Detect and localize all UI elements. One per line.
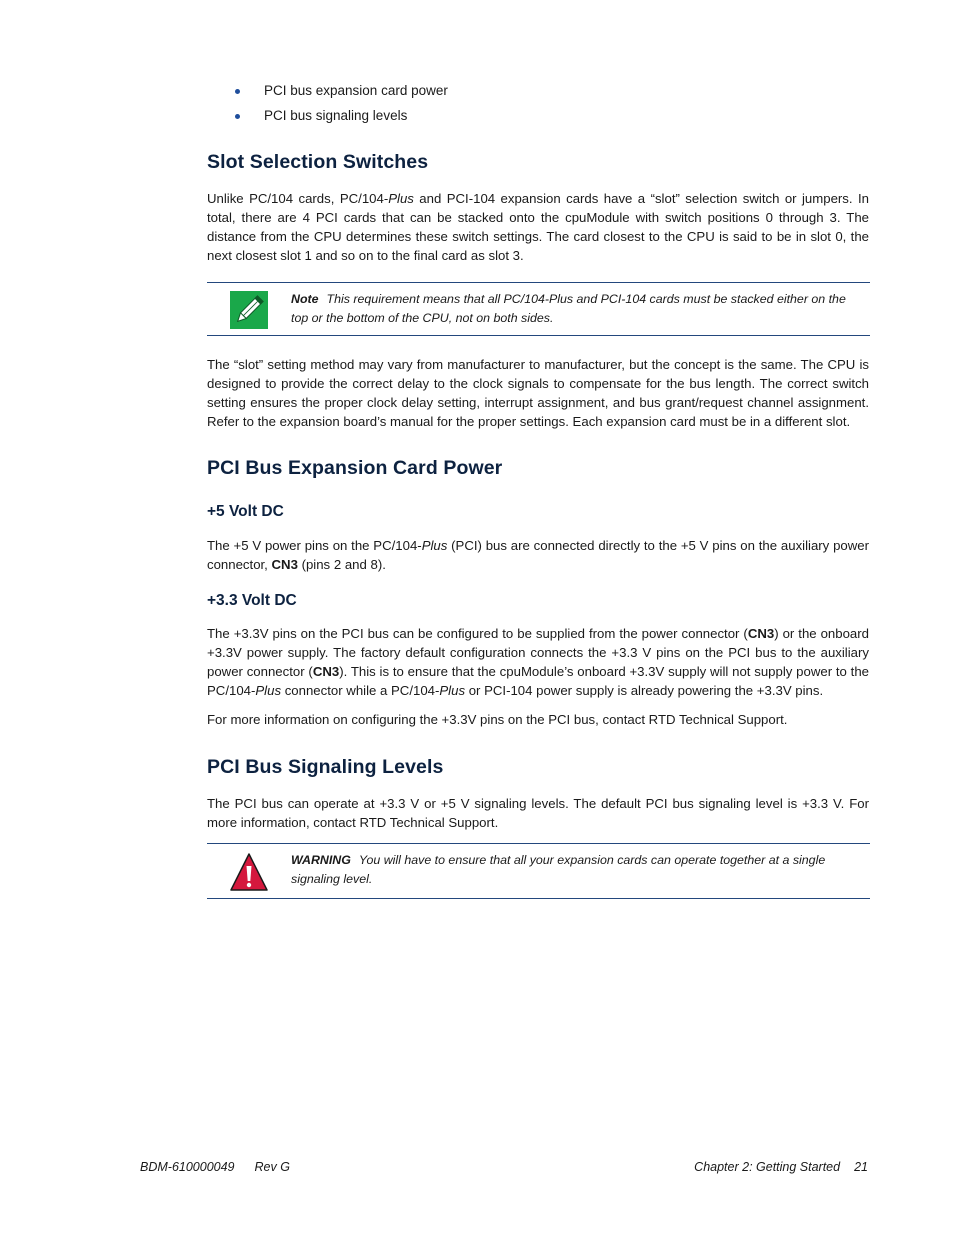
five-volt-paragraph: The +5 V power pins on the PC/104-Plus (PCI) bus are connected directly to the +5 V pins on the auxiliary power connector, CN3 (pins 2 and 8).	[207, 538, 869, 572]
slot-setting-paragraph: The “slot” setting method may vary from manufacturer to manufacturer, but the concept is the same. The CPU is designed to provide the correct delay to the clock signals to compensate for the bus length. The correct switch setting ensures the proper clock delay setting, interrupt assignment, and bus grant/request channel assignment. Refer to the expansion board’s manual for the proper settings. Each expansion card must be in a different slot.	[207, 357, 869, 429]
warning-text: WARNING You will have to ensure that all your expansion cards can operate together at a single signaling level.	[291, 853, 826, 886]
slot-selection-paragraph: Unlike PC/104 cards, PC/104-Plus and PCI-104 expansion cards have a “slot” selection switch or jumpers. In total, there are 4 PCI cards that can be stacked onto the cpuModule with switch positions 0 through 3. The distance from the CPU determines these switch settings. The card closest to the CPU is said to be in slot 0, the next closest slot 1 and so on to the final card as slot 3.	[207, 191, 869, 263]
footer-page-number: 21	[854, 1160, 868, 1174]
note-callout	[207, 282, 870, 336]
pencil-note-icon	[230, 291, 268, 329]
more-info-paragraph: For more information on configuring the +3.3V pins on the PCI bus, contact RTD Technical Support.	[207, 712, 788, 727]
footer-right	[694, 1160, 868, 1174]
subheading-five-volt: +5 Volt DC	[207, 503, 284, 520]
footer-revision: Rev G	[254, 1160, 290, 1174]
bullet-item: PCI bus signaling levels	[232, 103, 448, 128]
three-volt-paragraph: The +3.3V pins on the PCI bus can be configured to be supplied from the power connector (CN3) or the onboard +3.3V power supply. The factory default configuration connects the +3.3 V pins on the PCI bus to the auxiliary power connector (CN3). This is to ensure that the cpuModule’s onboard +3.3V supply will not supply power to the PC/104-Plus connector while a PC/104-Plus or PCI-104 power supply is already powering the +3.3V pins.	[207, 626, 870, 698]
section-heading-signaling: PCI Bus Signaling Levels	[207, 756, 444, 778]
section-heading-slot-selection: Slot Selection Switches	[207, 151, 429, 173]
note-label: Note	[291, 292, 319, 306]
exclamation-triangle-icon	[230, 852, 268, 892]
note-text: Note This requirement means that all PC/104-Plus and PCI-104 cards must be stacked either on the top or the bottom of the CPU, not on both sides.	[291, 292, 846, 325]
bullet-item: PCI bus expansion card power	[232, 78, 448, 103]
warning-label: WARNING	[291, 853, 351, 867]
footer-left	[140, 1160, 290, 1174]
signaling-paragraph: The PCI bus can operate at +3.3 V or +5 V signaling levels. The default PCI bus signaling level is +3.3 V. For more information, contact RTD Technical Support.	[207, 796, 869, 830]
subheading-three-volt: +3.3 Volt DC	[207, 592, 297, 609]
footer-chapter: Chapter 2: Getting Started	[694, 1160, 841, 1174]
footer-doc-id: BDM-610000049	[140, 1160, 235, 1174]
section-heading-power: PCI Bus Expansion Card Power	[207, 457, 503, 479]
bullet-list	[232, 78, 448, 128]
warning-callout	[207, 843, 870, 899]
